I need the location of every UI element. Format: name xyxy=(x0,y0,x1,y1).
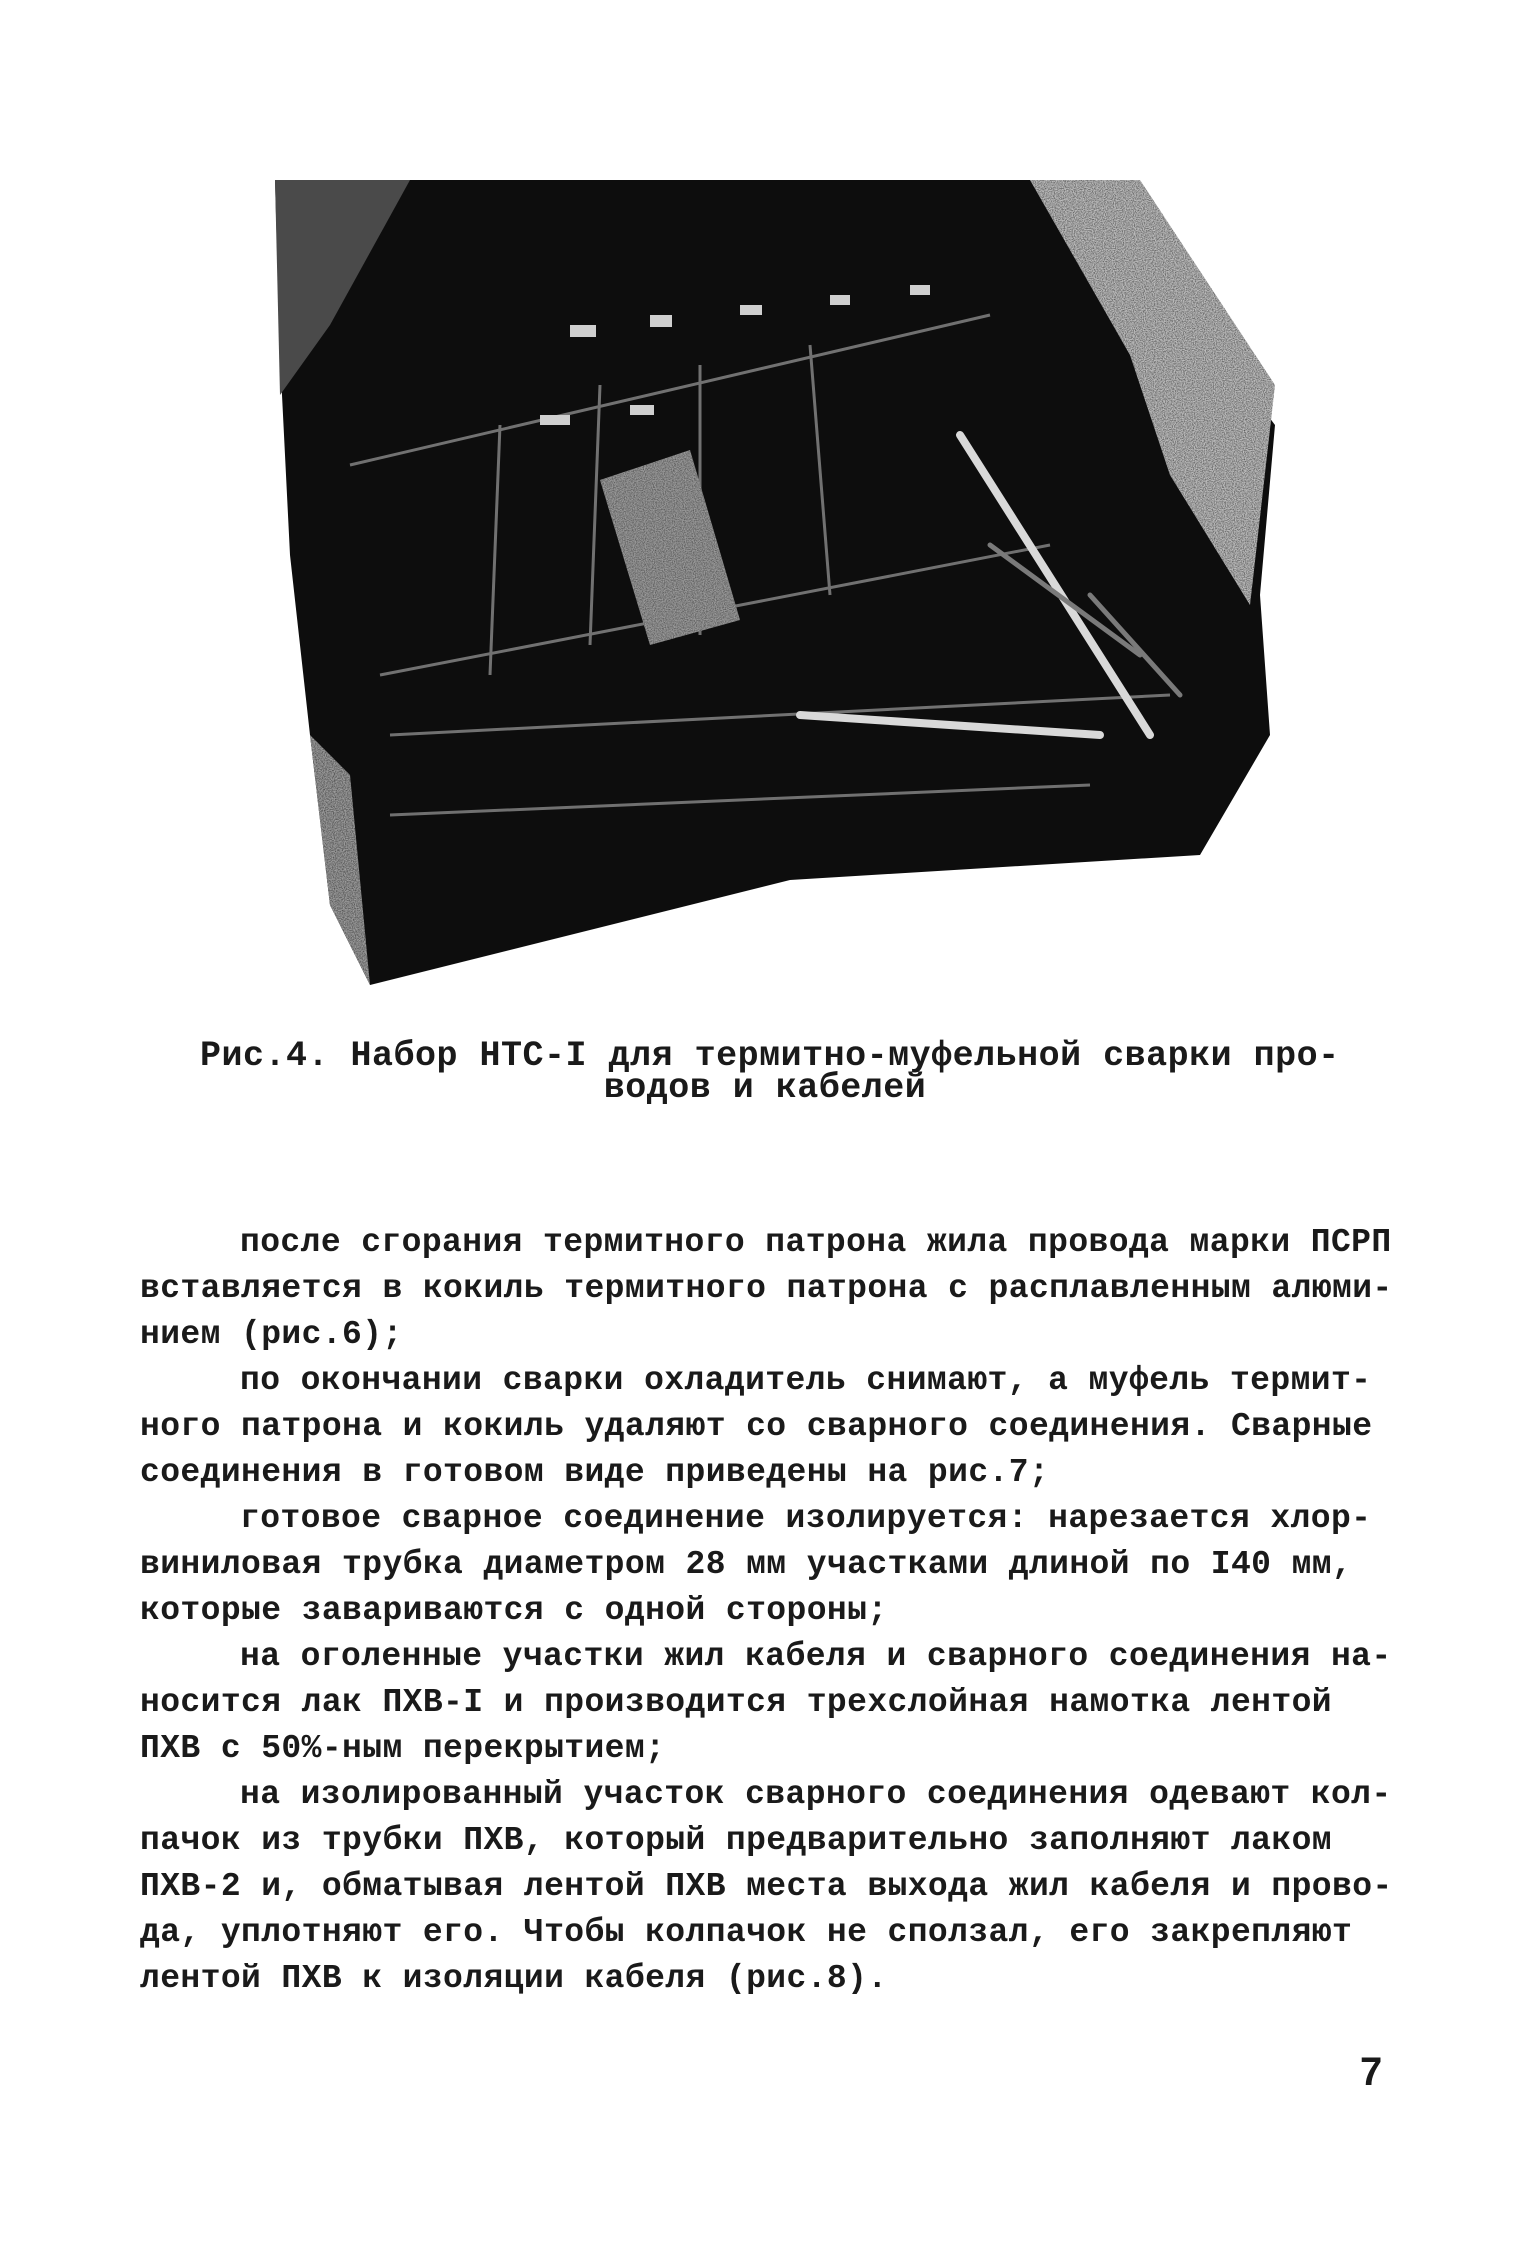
text-line: лентой ПХВ к изоляции кабеля (рис.8). xyxy=(140,1960,888,1997)
text-line: ПХВ-2 и, обматывая лентой ПХВ места выхода жил кабеля и прово- xyxy=(140,1868,1393,1905)
welding-kit-photo xyxy=(270,175,1280,985)
text-line: да, уплотняют его. Чтобы колпачок не сползал, его закрепляют xyxy=(140,1914,1353,1951)
paragraph xyxy=(140,1496,1390,1634)
paragraph xyxy=(140,1358,1390,1496)
text-line: носится лак ПХВ-I и производится трехслойная намотка лентой xyxy=(140,1684,1332,1721)
text-line: вставляется в кокиль термитного патрона с расплавленным алюми- xyxy=(140,1270,1393,1307)
text-line: по окончании сварки охладитель снимают, а муфель термит- xyxy=(240,1362,1372,1399)
figure-photo xyxy=(270,175,1280,985)
page-number: 7 xyxy=(1360,2050,1383,2094)
text-line: ПХВ с 50%-ным перекрытием; xyxy=(140,1730,666,1767)
text-line: на оголенные участки жил кабеля и сварного соединения на- xyxy=(240,1638,1392,1675)
text-line: нием (рис.6); xyxy=(140,1316,403,1353)
caption-line: Рис.4. Набор НТС-I для термитно-муфельной сварки про- xyxy=(200,1036,1340,1076)
text-line: готовое сварное соединение изолируется: нарезается хлор- xyxy=(240,1500,1372,1537)
paragraph xyxy=(140,1220,1393,1358)
figure-caption xyxy=(200,1036,1340,1108)
text-line: соединения в готовом виде приведены на рис.7; xyxy=(140,1454,1050,1491)
text-line: которые завариваются с одной стороны; xyxy=(140,1592,888,1629)
text-line: пачок из трубки ПХВ, который предварительно заполняют лаком xyxy=(140,1822,1332,1859)
caption-line: водов и кабелей xyxy=(603,1068,927,1108)
paragraph xyxy=(140,1772,1393,2002)
text-line: после сгорания термитного патрона жила провода марки ПСРП xyxy=(240,1224,1392,1261)
body-text xyxy=(140,1220,1393,2002)
text-line: на изолированный участок сварного соединения одевают кол- xyxy=(240,1776,1392,1813)
text-line: виниловая трубка диаметром 28 мм участками длиной по I40 мм, xyxy=(140,1546,1353,1583)
paragraph xyxy=(140,1634,1390,1772)
text-line: ного патрона и кокиль удаляют со сварного соединения. Сварные xyxy=(140,1408,1373,1445)
